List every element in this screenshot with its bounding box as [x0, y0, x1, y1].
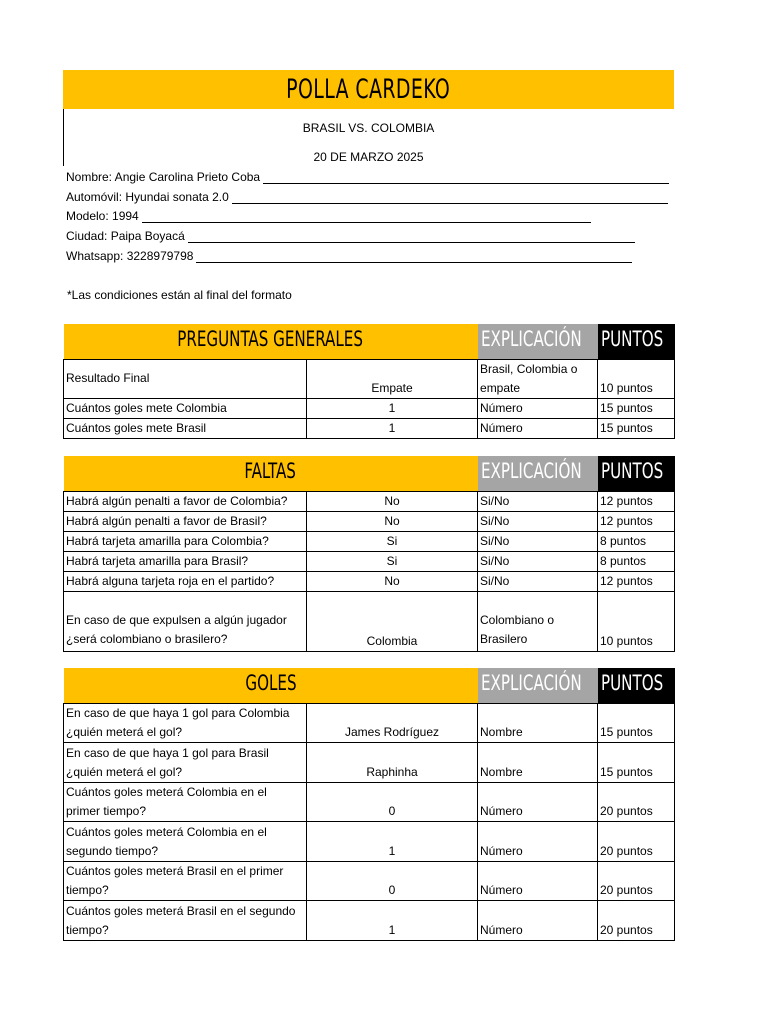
points-cell: 15 puntos	[598, 418, 675, 438]
city-field-line	[188, 232, 635, 243]
table-header-row	[64, 324, 675, 359]
table-row	[64, 551, 675, 571]
model-field-label: Modelo: 1994	[66, 209, 139, 223]
section-title: PREGUNTAS GENERALES	[64, 324, 478, 359]
question-cell: Cuántos goles mete Brasil	[64, 418, 307, 438]
answer-cell: 0	[307, 782, 478, 821]
points-cell: 15 puntos	[598, 703, 675, 742]
table-row	[64, 821, 675, 861]
page-title: POLLA CARDEKO	[286, 74, 451, 105]
table-row	[64, 418, 675, 438]
table-row	[64, 782, 675, 821]
answer-cell: James Rodríguez	[307, 703, 478, 742]
points-header: PUNTOS	[598, 668, 675, 703]
table-row	[64, 703, 675, 742]
question-cell: En caso de que haya 1 gol para Brasil ¿quién meterá el gol?	[64, 742, 307, 782]
table-row	[64, 742, 675, 782]
points-cell: 20 puntos	[598, 821, 675, 861]
whatsapp-field	[66, 249, 632, 263]
explanation-header: EXPLICACIÓN	[478, 324, 598, 359]
explanation-cell: Número	[478, 398, 598, 418]
answer-cell: Raphinha	[307, 742, 478, 782]
question-cell: Habrá algún penalti a favor de Colombia?	[64, 491, 307, 511]
question-cell: Cuántos goles meterá Colombia en el primer tiempo?	[64, 782, 307, 821]
explanation-cell: Número	[478, 900, 598, 940]
points-cell: 8 puntos	[598, 551, 675, 571]
car-field	[66, 190, 668, 204]
table-row	[64, 531, 675, 551]
points-header: PUNTOS	[598, 324, 675, 359]
explanation-cell: Si/No	[478, 511, 598, 531]
general-questions-table	[63, 324, 675, 439]
table-row	[64, 861, 675, 900]
question-cell: En caso de que expulsen a algún jugador ¿será colombiano o brasilero?	[64, 591, 307, 651]
match-subtitle: BRASIL VS. COLOMBIA	[302, 121, 435, 135]
answer-cell: 1	[307, 398, 478, 418]
answer-cell: Si	[307, 531, 478, 551]
answer-cell: Empate	[307, 359, 478, 398]
model-field-line	[142, 212, 591, 223]
question-cell: Habrá tarjeta amarilla para Colombia?	[64, 531, 307, 551]
points-cell: 20 puntos	[598, 900, 675, 940]
points-cell: 10 puntos	[598, 359, 675, 398]
section-title: FALTAS	[64, 456, 478, 491]
points-cell: 8 puntos	[598, 531, 675, 551]
explanation-cell: Brasil, Colombia o empate	[478, 359, 598, 398]
points-cell: 12 puntos	[598, 491, 675, 511]
question-cell: Habrá algún penalti a favor de Brasil?	[64, 511, 307, 531]
table-header-row	[64, 668, 675, 703]
question-cell: En caso de que haya 1 gol para Colombia ¿quién meterá el gol?	[64, 703, 307, 742]
explanation-cell: Si/No	[478, 491, 598, 511]
table-row	[64, 591, 675, 651]
goals-table	[63, 668, 675, 941]
answer-cell: 1	[307, 900, 478, 940]
table-row	[64, 398, 675, 418]
explanation-cell: Nombre	[478, 742, 598, 782]
question-cell: Habrá alguna tarjeta roja en el partido?	[64, 571, 307, 591]
answer-cell: Si	[307, 551, 478, 571]
section-title: GOLES	[64, 668, 478, 703]
question-cell: Resultado Final	[64, 359, 307, 398]
conditions-note: *Las condiciones están al final del formato	[67, 288, 292, 302]
match-date: 20 DE MARZO 2025	[313, 150, 424, 164]
points-cell: 15 puntos	[598, 398, 675, 418]
whatsapp-field-line	[196, 252, 632, 263]
table-header-row	[64, 456, 675, 491]
table-row	[64, 900, 675, 940]
explanation-cell: Número	[478, 418, 598, 438]
name-field-line	[263, 173, 669, 184]
explanation-cell: Número	[478, 861, 598, 900]
explanation-cell: Número	[478, 782, 598, 821]
question-cell: Cuántos goles mete Colombia	[64, 398, 307, 418]
answer-cell: 1	[307, 821, 478, 861]
city-field-label: Ciudad: Paipa Boyacá	[66, 229, 185, 243]
car-field-label: Automóvil: Hyundai sonata 2.0	[66, 190, 229, 204]
answer-cell: Colombia	[307, 591, 478, 651]
table-row	[64, 491, 675, 511]
question-cell: Cuántos goles meterá Brasil en el segundo tiempo?	[64, 900, 307, 940]
fouls-table	[63, 456, 675, 652]
explanation-cell: Número	[478, 821, 598, 861]
points-cell: 20 puntos	[598, 861, 675, 900]
points-cell: 15 puntos	[598, 742, 675, 782]
answer-cell: 0	[307, 861, 478, 900]
question-cell: Habrá tarjeta amarilla para Brasil?	[64, 551, 307, 571]
question-cell: Cuántos goles meterá Brasil en el primer tiempo?	[64, 861, 307, 900]
whatsapp-field-label: Whatsapp: 3228979798	[66, 249, 194, 263]
points-cell: 12 puntos	[598, 511, 675, 531]
points-header: PUNTOS	[598, 456, 675, 491]
city-field	[66, 229, 635, 243]
explanation-cell: Colombiano o Brasilero	[478, 591, 598, 651]
explanation-cell: Si/No	[478, 571, 598, 591]
explanation-header: EXPLICACIÓN	[478, 456, 598, 491]
points-cell: 10 puntos	[598, 591, 675, 651]
explanation-cell: Nombre	[478, 703, 598, 742]
answer-cell: No	[307, 491, 478, 511]
page-title-bar	[63, 70, 674, 109]
table-row	[64, 511, 675, 531]
points-cell: 12 puntos	[598, 571, 675, 591]
explanation-header: EXPLICACIÓN	[478, 668, 598, 703]
explanation-cell: Si/No	[478, 551, 598, 571]
answer-cell: No	[307, 571, 478, 591]
points-cell: 20 puntos	[598, 782, 675, 821]
name-field	[66, 170, 669, 184]
table-row	[64, 571, 675, 591]
name-field-label: Nombre: Angie Carolina Prieto Coba	[66, 170, 261, 184]
answer-cell: 1	[307, 418, 478, 438]
explanation-cell: Si/No	[478, 531, 598, 551]
question-cell: Cuántos goles meterá Colombia en el segundo tiempo?	[64, 821, 307, 861]
table-row	[64, 359, 675, 398]
car-field-line	[232, 193, 668, 204]
answer-cell: No	[307, 511, 478, 531]
model-field	[66, 209, 591, 223]
